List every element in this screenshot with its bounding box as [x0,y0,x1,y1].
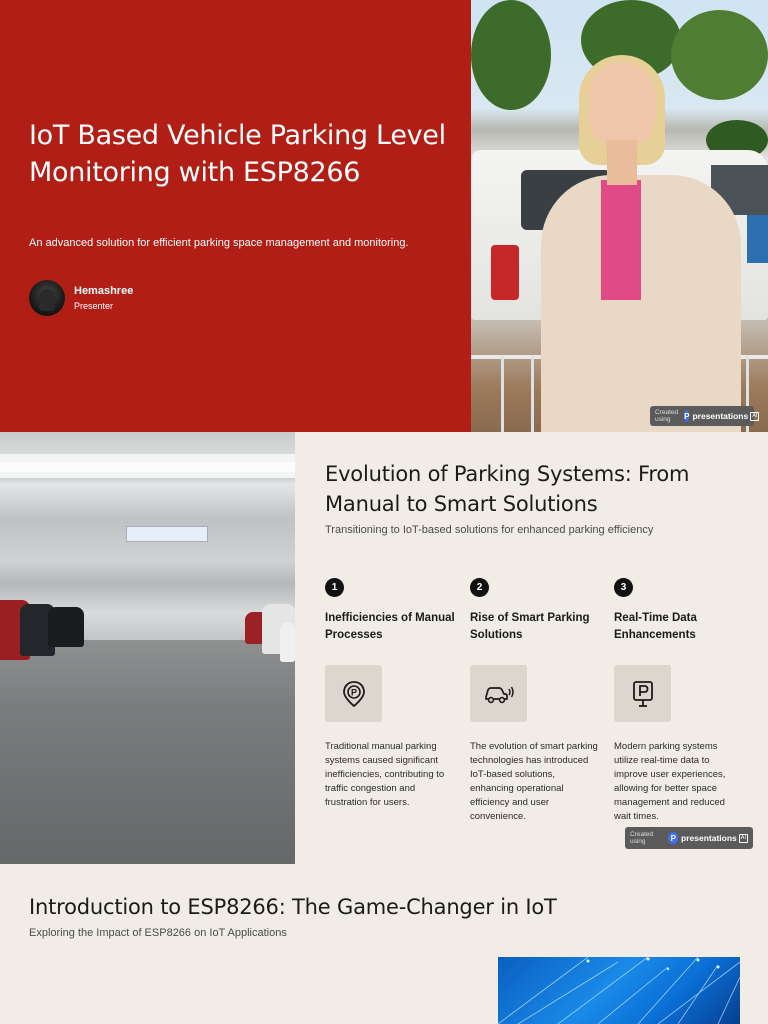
presenter-block [29,280,133,316]
brand-suffix: AI [740,834,746,841]
presentations-logo-icon: P [668,832,678,844]
step-title: Inefficiencies of Manual Processes [325,612,455,641]
step-description: The evolution of smart parking technologies has introduced IoT-based solutions, enhancing operational efficiency and user convenience. [470,741,598,822]
parking-pin-icon [325,665,382,722]
step-number: 3 [614,578,633,597]
presentation-title: IoT Based Vehicle Parking Level Monitoring with ESP8266 [29,120,446,188]
presentations-logo-icon: P [684,411,690,421]
created-using-badge[interactable]: Created using P presentations AI [625,827,753,849]
slide-subheading: Exploring the Impact of ESP8266 on IoT Applications [29,927,287,939]
svg-text:P: P [350,687,357,697]
step-number: 1 [325,578,344,597]
parking-garage-photo [0,432,295,864]
step-column-1 [325,578,455,810]
evolution-slide [0,432,768,864]
step-description: Modern parking systems utilize real-time data to improve user experiences, allowing for better space management and reduced wait times. [614,741,726,822]
garage-sign [126,526,208,542]
presenter-avatar [29,280,65,316]
title-panel [0,0,471,432]
slide-subheading: Transitioning to IoT-based solutions for enhanced parking efficiency [325,524,654,536]
connected-car-icon [470,665,527,722]
step-title: Real-Time Data Enhancements [614,612,697,641]
parking-sign-icon [614,665,671,722]
network-lines-image [498,957,740,1024]
esp8266-slide [0,864,768,1024]
presenter-photo [471,0,768,432]
slide-heading: Evolution of Parking Systems: From Manual to Smart Solutions [325,462,690,516]
title-slide [0,0,768,432]
created-using-badge[interactable]: Created using P presentations AI [650,406,754,426]
presenter-name: Hemashree [74,284,134,297]
step-column-2 [470,578,600,824]
step-description: Traditional manual parking systems caused significant inefficiencies, contributing to traffic congestion and frustration for users. [325,741,445,808]
brand-suffix: AI [752,412,758,419]
slide-heading: Introduction to ESP8266: The Game-Changer in IoT [29,895,557,919]
presenter-role: Presenter [74,300,114,311]
presenter-info [74,284,133,313]
step-title: Rise of Smart Parking Solutions [470,612,590,641]
step-number: 2 [470,578,489,597]
step-column-3 [614,578,744,824]
presentation-subtitle: An advanced solution for efficient parking space management and monitoring. [29,237,409,249]
